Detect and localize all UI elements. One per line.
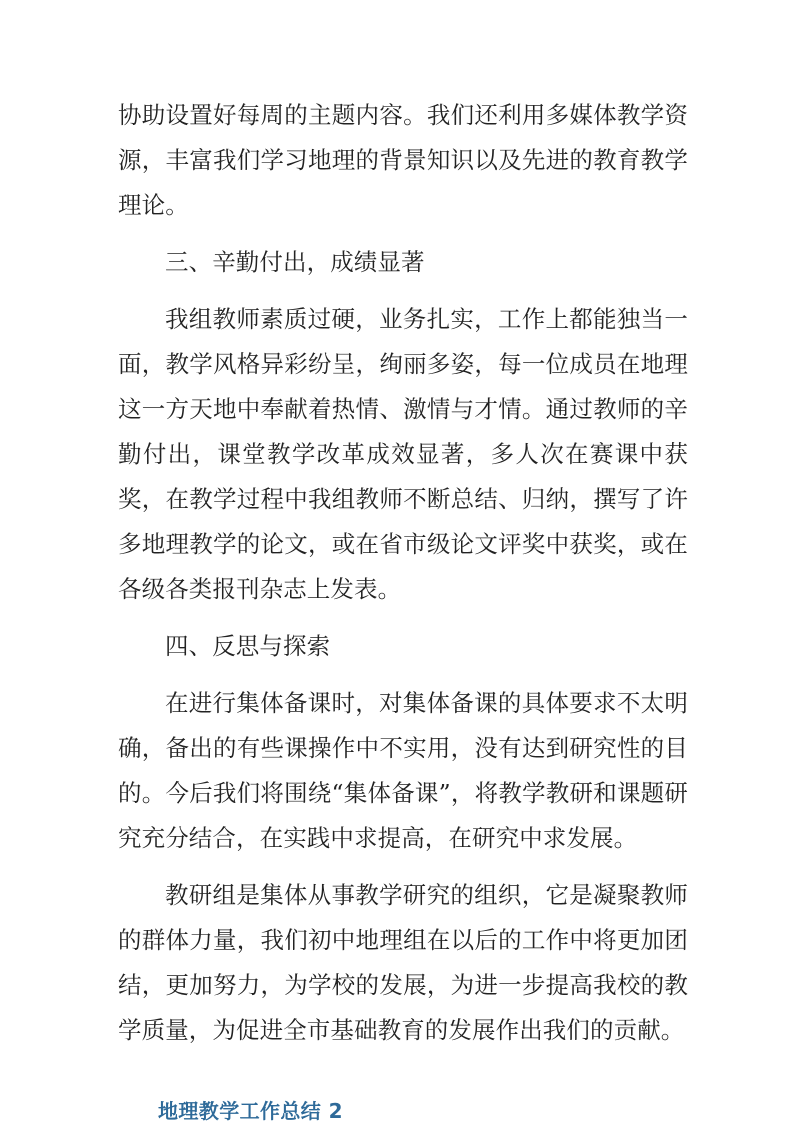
paragraph-continuation: 协助设置好每周的主题内容。我们还利用多媒体教学资源，丰富我们学习地理的背景知识以及先进的教育教学理论。: [118, 101, 688, 219]
paragraph-spacer: [118, 612, 688, 624]
paragraph-spacer: [118, 669, 688, 681]
paragraph-section-three-body: 我组教师素质过硬，业务扎实，工作上都能独当一面，教学风格异彩纷呈，绚丽多姿，每一位成员在地理这一方天地中奉献着热情、激情与才情。通过教师的辛勤付出，课堂教学改革成效显著，多人次在赛课中获奖，在教学过程中我组教师不断总结、归纳，撰写了许多地理教学的论文，或在省市级论文评奖中获奖，或在各级各类报刊杂志上发表。: [118, 305, 688, 603]
subtitle-spacer: [118, 1053, 688, 1095]
page-text-column: [118, 93, 688, 1127]
paragraph-spacer: [118, 861, 688, 873]
paragraph-spacer: [118, 228, 688, 240]
section-heading-four: 四、反思与探索: [165, 632, 331, 660]
subtitle-next-article: 地理教学工作总结 2: [158, 1099, 343, 1123]
paragraph-section-four-body: 在进行集体备课时，对集体备课的具体要求不太明确，备出的有些课操作中不实用，没有达到研究性的目的。今后我们将围绕“集体备课”，将教学教研和课题研究充分结合，在实践中求提高，在研究中求发展。: [118, 689, 688, 852]
section-heading-three: 三、辛勤付出，成绩显著: [165, 248, 425, 276]
paragraph-closing: 教研组是集体从事教学研究的组织，它是凝聚教师的群体力量，我们初中地理组在以后的工作中将更加团结，更加努力，为学校的发展，为进一步提高我校的教学质量，为促进全市基础教育的发展作出我们的贡献。: [118, 881, 688, 1044]
paragraph-spacer: [118, 285, 688, 297]
